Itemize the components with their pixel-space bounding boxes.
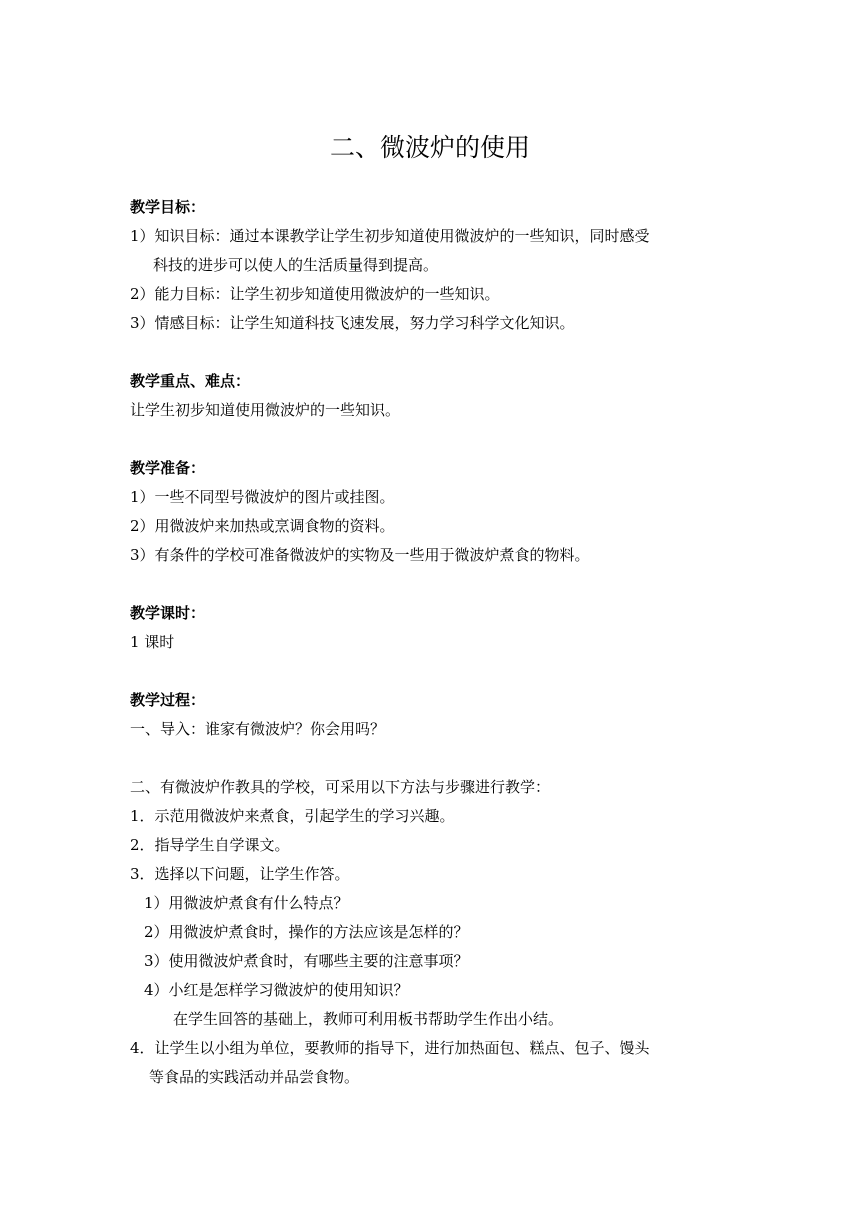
duration-heading: 教学课时： <box>130 604 206 622</box>
preparation-item: 3）有条件的学校可准备微波炉的实物及一些用于微波炉煮食的物料。 <box>130 546 590 564</box>
key-points-text: 让学生初步知道使用微波炉的一些知识。 <box>130 401 401 419</box>
process-step: 2．指导学生自学课文。 <box>130 836 290 854</box>
process-heading: 教学过程： <box>130 691 206 709</box>
spacer <box>130 744 740 773</box>
process-question: 3）使用微波炉煮食时，有哪些主要的注意事项？ <box>144 952 469 970</box>
preparation-item: 1）一些不同型号微波炉的图片或挂图。 <box>130 488 395 506</box>
spacer <box>130 338 740 367</box>
process-step: 1．示范用微波炉来煮食，引起学生的学习兴趣。 <box>130 807 455 825</box>
process-summary: 在学生回答的基础上，教师可利用板书帮助学生作出小结。 <box>173 1010 564 1028</box>
objectives-heading: 教学目标： <box>130 198 206 216</box>
duration-text: 1 课时 <box>130 633 175 651</box>
spacer <box>130 570 740 599</box>
process-step: 3．选择以下问题，让学生作答。 <box>130 865 350 883</box>
spacer <box>130 657 740 686</box>
process-question: 1）用微波炉煮食有什么特点？ <box>144 894 349 912</box>
process-step: 4．让学生以小组为单位，要教师的指导下，进行加热面包、糕点、包子、馒头 <box>130 1039 650 1057</box>
preparation-heading: 教学准备： <box>130 459 206 477</box>
spacer <box>130 425 740 454</box>
process-question: 2）用微波炉煮食时，操作的方法应该是怎样的？ <box>144 923 469 941</box>
process-question: 4）小红是怎样学习微波炉的使用知识？ <box>144 981 409 999</box>
process-intro: 一、导入：谁家有微波炉？你会用吗？ <box>130 720 386 738</box>
preparation-item: 2）用微波炉来加热或烹调食物的资料。 <box>130 517 395 535</box>
objective-item: 3）情感目标：让学生知道科技飞速发展，努力学习科学文化知识。 <box>130 314 575 332</box>
objective-item: 1）知识目标：通过本课教学让学生初步知道使用微波炉的一些知识，同时感受 <box>130 227 650 245</box>
process-step-continuation: 等食品的实践活动并品尝食物。 <box>149 1068 360 1086</box>
document-body <box>130 193 740 1092</box>
objective-item: 2）能力目标：让学生初步知道使用微波炉的一些知识。 <box>130 285 500 303</box>
document-title: 二、微波炉的使用 <box>329 133 530 162</box>
key-points-heading: 教学重点、难点： <box>130 372 251 390</box>
objective-item-continuation: 科技的进步可以使人的生活质量得到提高。 <box>153 256 439 274</box>
process-section-2: 二、有微波炉作教具的学校，可采用以下方法与步骤进行教学： <box>130 778 551 796</box>
